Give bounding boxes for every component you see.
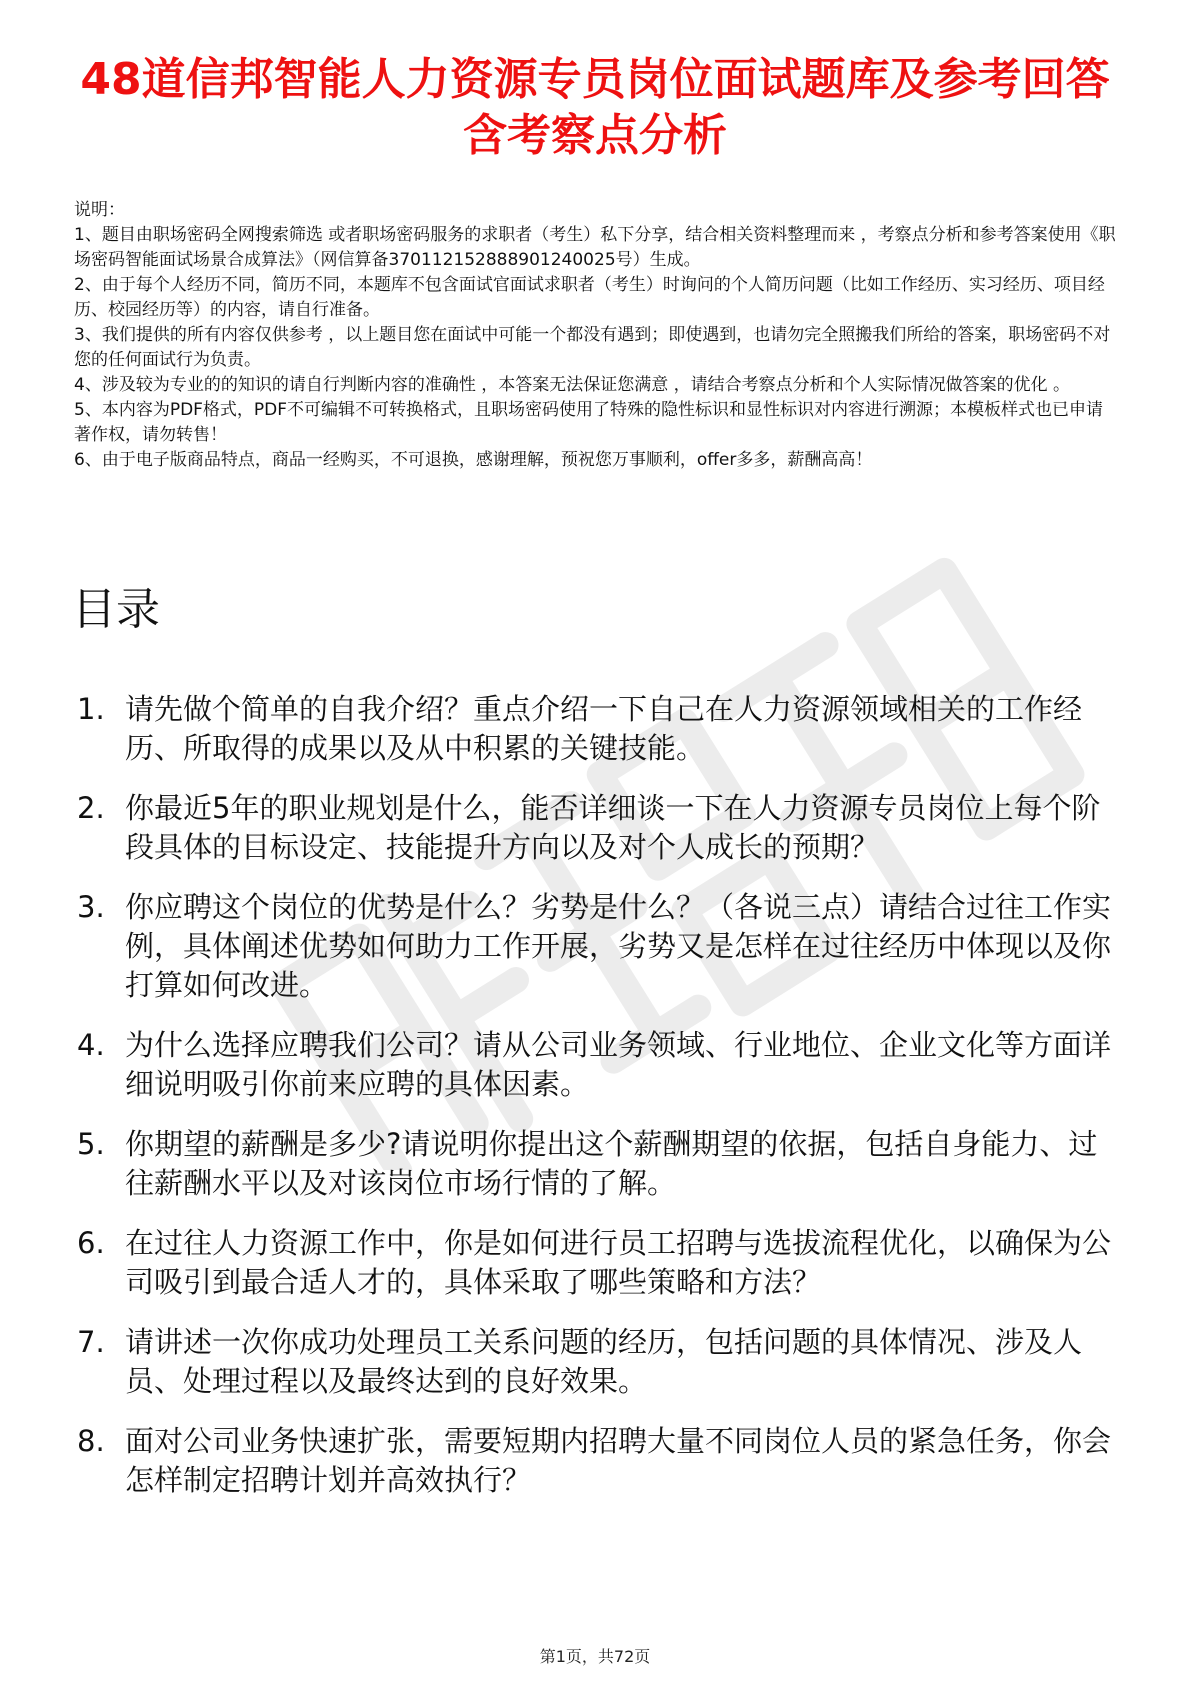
note-item: 1、题目由职场密码全网搜索筛选 或者职场密码服务的求职者（考生）私下分享，结合相关资料整理而来 ，考察点分析和参考答案使用《职场密码智能面试场景合成算法》（网信算备370112152888901240025号）生成。 bbox=[74, 225, 1116, 270]
toc-item[interactable] bbox=[0, 1323, 1190, 1401]
toc-list bbox=[0, 690, 1190, 1521]
note-item: 6、由于电子版商品特点，商品一经购买，不可退换，感谢理解，预祝您万事顺利，offer多多，薪酬高高！ bbox=[74, 450, 873, 470]
toc-item-number: 3. bbox=[77, 890, 105, 924]
toc-item-number: 7. bbox=[77, 1325, 105, 1359]
toc-item-text: 你最近5年的职业规划是什么，能否详细谈一下在人力资源专员岗位上每个阶段具体的目标设定、技能提升方向以及对个人成长的预期？ bbox=[125, 791, 1101, 864]
toc-item-number: 1. bbox=[77, 692, 105, 726]
toc-item-number: 6. bbox=[77, 1226, 105, 1260]
toc-item-number: 5. bbox=[77, 1127, 105, 1161]
toc-item-text: 请先做个简单的自我介绍？重点介绍一下自己在人力资源领域相关的工作经历、所取得的成果以及从中积累的关键技能。 bbox=[125, 692, 1083, 765]
toc-item[interactable] bbox=[0, 1224, 1190, 1302]
note-item: 3、我们提供的所有内容仅供参考 ，以上题目您在面试中可能一个都没有遇到；即使遇到，也请勿完全照搬我们所给的答案，职场密码不对您的任何面试行为负责。 bbox=[74, 325, 1111, 370]
toc-item-text: 面对公司业务快速扩张，需要短期内招聘大量不同岗位人员的紧急任务，你会怎样制定招聘计划并高效执行？ bbox=[125, 1424, 1112, 1497]
page-footer: 第1页，共72页 bbox=[539, 1647, 651, 1666]
toc-item[interactable] bbox=[0, 1422, 1190, 1500]
document-title: 48道信邦智能人力资源专员岗位面试题库及参考回答含考察点分析 bbox=[80, 54, 1110, 161]
toc-item-number: 8. bbox=[77, 1424, 105, 1458]
toc-item-text: 你应聘这个岗位的优势是什么？劣势是什么？（各说三点）请结合过往工作实例，具体阐述优势如何助力工作开展，劣势又是怎样在过往经历中体现以及你打算如何改进。 bbox=[125, 890, 1112, 1002]
toc-item-text: 为什么选择应聘我们公司？请从公司业务领域、行业地位、企业文化等方面详细说明吸引你前来应聘的具体因素。 bbox=[125, 1028, 1112, 1101]
note-item: 5、本内容为PDF格式，PDF不可编辑不可转换格式，且职场密码使用了特殊的隐性标识和显性标识对内容进行溯源；本模板样式也已申请著作权，请勿转售！ bbox=[74, 400, 1104, 445]
toc-item[interactable] bbox=[0, 1026, 1190, 1104]
toc-item-number: 2. bbox=[77, 791, 105, 825]
toc-item-number: 4. bbox=[77, 1028, 105, 1062]
note-item: 4、涉及较为专业的的知识的请自行判断内容的准确性 ，本答案无法保证您满意 ，请结合考察点分析和个人实际情况做答案的优化 。 bbox=[74, 375, 1071, 395]
toc-item-text: 你期望的薪酬是多少?请说明你提出这个薪酬期望的依据，包括自身能力、过往薪酬水平以及对该岗位市场行情的了解。 bbox=[125, 1127, 1098, 1200]
notes-heading: 说明： bbox=[74, 200, 125, 220]
note-item: 2、由于每个人经历不同，简历不同，本题库不包含面试官面试求职者（考生）时询问的个人简历问题（比如工作经历、实习经历、项目经历、校园经历等）的内容，请自行准备。 bbox=[74, 275, 1105, 320]
toc-heading: 目录 bbox=[72, 584, 160, 635]
toc-item[interactable] bbox=[0, 789, 1190, 867]
toc-item[interactable] bbox=[0, 888, 1190, 1005]
toc-item[interactable] bbox=[0, 1125, 1190, 1203]
toc-item-text: 请讲述一次你成功处理员工关系问题的经历，包括问题的具体情况、涉及人员、处理过程以及最终达到的良好效果。 bbox=[125, 1325, 1083, 1398]
toc-item[interactable] bbox=[0, 690, 1190, 768]
notes-section bbox=[74, 198, 1120, 473]
toc-item-text: 在过往人力资源工作中，你是如何进行员工招聘与选拔流程优化，以确保为公司吸引到最合适人才的，具体采取了哪些策略和方法？ bbox=[125, 1226, 1112, 1299]
